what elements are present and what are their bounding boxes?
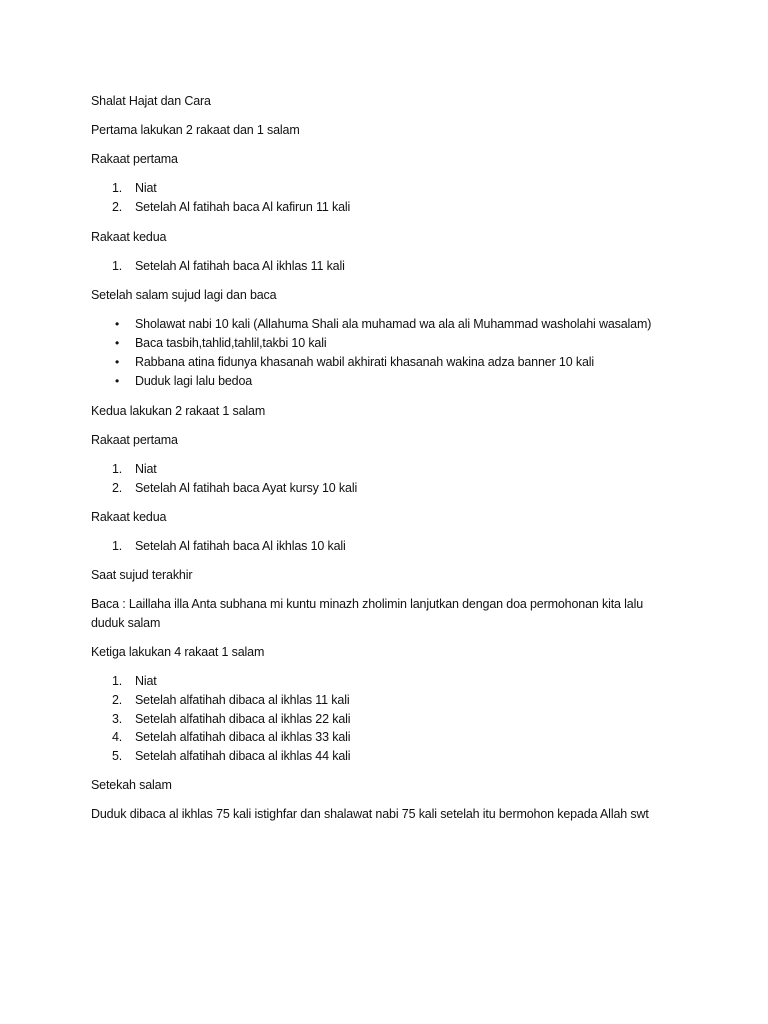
list-item-text: Setelah Al fatihah baca Al ikhlas 10 kali xyxy=(135,539,346,553)
paragraph-intro-3: Ketiga lakukan 4 rakaat 1 salam xyxy=(91,645,265,659)
bullet-item-text: Rabbana atina fidunya khasanah wabil akhirati khasanah wakina adza banner 10 kali xyxy=(135,355,595,369)
list-item-text: Setelah alfatihah dibaca al ikhlas 22 kali xyxy=(135,712,351,726)
list-number: 3. xyxy=(112,712,123,726)
heading-setekah-salam: Setekah salam xyxy=(91,778,172,792)
heading-rakaat-kedua-1: Rakaat kedua xyxy=(91,230,167,244)
heading-sujud-terakhir: Saat sujud terakhir xyxy=(91,568,193,582)
bullet-icon: • xyxy=(115,317,120,331)
list-number: 1. xyxy=(112,539,123,553)
paragraph-intro-1: Pertama lakukan 2 rakaat dan 1 salam xyxy=(91,123,300,137)
list-item-text: Setelah alfatihah dibaca al ikhlas 44 kali xyxy=(135,749,351,763)
bullet-item-text: Baca tasbih,tahlid,tahlil,takbi 10 kali xyxy=(135,336,327,350)
list-item-text: Setelah Al fatihah baca Al ikhlas 11 kali xyxy=(135,259,345,273)
list-number: 1. xyxy=(112,674,123,688)
paragraph-sujud-doa: Baca : Laillaha illa Anta subhana mi kuntu minazh zholimin lanjutkan dengan doa permohonan kita lalu duduk salam xyxy=(91,597,644,630)
list-item-text: Niat xyxy=(135,462,157,476)
list-number: 5. xyxy=(112,749,123,763)
bullet-icon: • xyxy=(115,355,120,369)
paragraph-closing: Duduk dibaca al ikhlas 75 kali istighfar dan shalawat nabi 75 kali setelah itu bermohon kepada Allah swt xyxy=(91,807,649,821)
list-item-text: Setelah Al fatihah baca Ayat kursy 10 kali xyxy=(135,481,358,495)
list-item-text: Setelah alfatihah dibaca al ikhlas 11 kali xyxy=(135,693,350,707)
heading-rakaat-pertama-1: Rakaat pertama xyxy=(91,152,178,166)
document-title: Shalat Hajat dan Cara xyxy=(91,94,211,108)
list-item-text: Niat xyxy=(135,674,157,688)
list-number: 4. xyxy=(112,730,123,744)
paragraph-intro-2: Kedua lakukan 2 rakaat 1 salam xyxy=(91,404,266,418)
list-number: 1. xyxy=(112,259,123,273)
list-number: 2. xyxy=(112,693,123,707)
bullet-icon: • xyxy=(115,336,120,350)
bullet-item-text: Sholawat nabi 10 kali (Allahuma Shali ala muhamad wa ala ali Muhammad washolahi wasalam) xyxy=(135,317,652,331)
heading-rakaat-kedua-2: Rakaat kedua xyxy=(91,510,167,524)
bullet-icon: • xyxy=(115,374,120,388)
heading-rakaat-pertama-2: Rakaat pertama xyxy=(91,433,178,447)
list-number: 1. xyxy=(112,462,123,476)
list-number: 2. xyxy=(112,481,123,495)
list-item-text: Niat xyxy=(135,181,157,195)
list-number: 1. xyxy=(112,181,123,195)
heading-after-salam: Setelah salam sujud lagi dan baca xyxy=(91,288,277,302)
list-item-text: Setelah Al fatihah baca Al kafirun 11 kali xyxy=(135,200,351,214)
list-item-text: Setelah alfatihah dibaca al ikhlas 33 kali xyxy=(135,730,351,744)
bullet-item-text: Duduk lagi lalu bedoa xyxy=(135,374,253,388)
list-number: 2. xyxy=(112,200,123,214)
